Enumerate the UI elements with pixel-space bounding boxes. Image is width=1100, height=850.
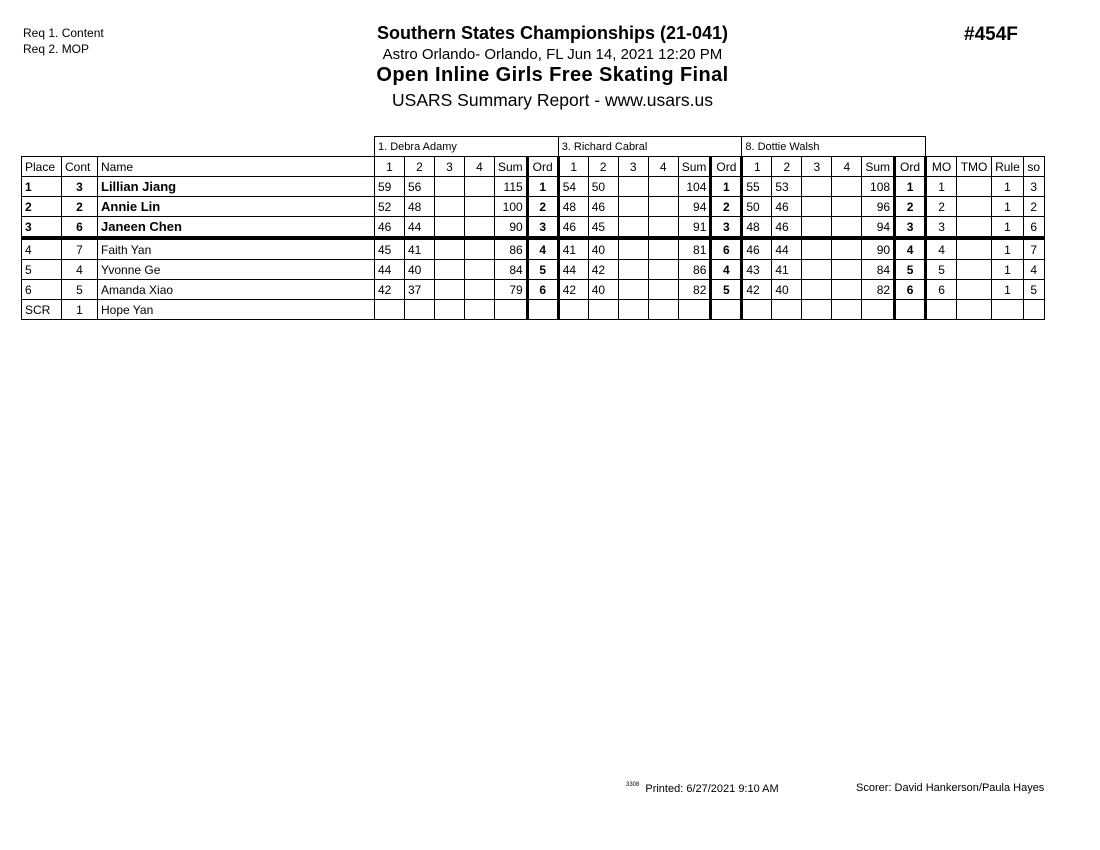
j3-sum-cell: 104	[678, 177, 711, 197]
table-row	[22, 260, 1045, 280]
j1-score-3-cell	[435, 177, 465, 197]
j8-score-2-cell: 40	[772, 280, 802, 300]
j8-sum-cell: 96	[862, 197, 895, 217]
j8-sum-cell: 94	[862, 217, 895, 239]
cont-cell: 7	[62, 238, 98, 260]
j3-ord-cell	[711, 300, 742, 320]
j3-score-2-cell: 40	[588, 238, 618, 260]
col-j3-score-2: 2	[588, 157, 618, 177]
j3-sum-cell: 91	[678, 217, 711, 239]
j3-sum-cell: 94	[678, 197, 711, 217]
footer-mark: 3308	[626, 782, 640, 788]
j3-ord-cell: 6	[711, 238, 742, 260]
so-cell	[1023, 300, 1044, 320]
j3-score-1-cell: 44	[558, 260, 588, 280]
col-mo: MO	[926, 157, 957, 177]
j3-score-4-cell	[648, 197, 678, 217]
j1-ord-cell: 6	[527, 280, 558, 300]
place-cell: 1	[22, 177, 62, 197]
j1-score-4-cell	[465, 177, 495, 197]
rule-cell: 1	[992, 280, 1024, 300]
judge-8-name: 8. Dottie Walsh	[742, 137, 926, 157]
column-header-row	[22, 157, 1045, 177]
j3-score-1-cell: 46	[558, 217, 588, 239]
tmo-cell	[957, 260, 992, 280]
judge-1-name: 1. Debra Adamy	[375, 137, 559, 157]
j8-score-1-cell: 42	[742, 280, 772, 300]
j1-score-2-cell: 37	[405, 280, 435, 300]
event-code: #454F	[964, 24, 1018, 45]
rule-cell	[992, 300, 1024, 320]
name-cell: Annie Lin	[98, 197, 375, 217]
j1-score-3-cell	[435, 238, 465, 260]
j1-score-3-cell	[435, 280, 465, 300]
col-j1-score-4: 4	[465, 157, 495, 177]
j8-score-1-cell	[742, 300, 772, 320]
j1-score-3-cell	[435, 260, 465, 280]
j3-ord-cell: 5	[711, 280, 742, 300]
j1-score-1-cell: 59	[375, 177, 405, 197]
name-cell: Lillian Jiang	[98, 177, 375, 197]
j1-score-2-cell: 41	[405, 238, 435, 260]
tmo-cell	[957, 280, 992, 300]
j3-score-2-cell: 45	[588, 217, 618, 239]
mo-cell: 4	[926, 238, 957, 260]
j8-sum-cell: 84	[862, 260, 895, 280]
j1-ord-cell: 3	[527, 217, 558, 239]
j1-score-2-cell: 48	[405, 197, 435, 217]
j1-score-4-cell	[465, 260, 495, 280]
j8-score-4-cell	[832, 238, 862, 260]
j8-ord-cell: 3	[895, 217, 926, 239]
requirements-list	[23, 25, 104, 57]
j1-score-2-cell: 56	[405, 177, 435, 197]
j8-sum-cell: 90	[862, 238, 895, 260]
j1-score-4-cell	[465, 300, 495, 320]
j3-score-3-cell	[618, 217, 648, 239]
j3-score-3-cell	[618, 280, 648, 300]
j1-score-4-cell	[465, 280, 495, 300]
col-j8-ord: Ord	[895, 157, 926, 177]
cont-cell: 1	[62, 300, 98, 320]
j3-score-4-cell	[648, 217, 678, 239]
j1-score-3-cell	[435, 197, 465, 217]
col-place: Place	[22, 157, 62, 177]
j1-score-1-cell: 52	[375, 197, 405, 217]
event-title: Open Inline Girls Free Skating Final	[376, 64, 729, 86]
tmo-cell	[957, 197, 992, 217]
j8-sum-cell: 82	[862, 280, 895, 300]
j1-score-4-cell	[465, 238, 495, 260]
j8-score-2-cell: 46	[772, 217, 802, 239]
j8-score-2-cell: 46	[772, 197, 802, 217]
col-j8-score-2: 2	[772, 157, 802, 177]
printed-info	[626, 782, 779, 795]
j3-score-3-cell	[618, 260, 648, 280]
j3-score-3-cell	[618, 177, 648, 197]
col-name: Name	[98, 157, 375, 177]
j3-ord-cell: 1	[711, 177, 742, 197]
j1-ord-cell	[527, 300, 558, 320]
j1-ord-cell: 5	[527, 260, 558, 280]
location-date: Astro Orlando- Orlando, FL Jun 14, 2021 12:20 PM	[382, 46, 723, 63]
cont-cell: 3	[62, 177, 98, 197]
j3-score-1-cell	[558, 300, 588, 320]
col-cont: Cont	[62, 157, 98, 177]
so-cell: 5	[1023, 280, 1044, 300]
place-cell: 3	[22, 217, 62, 239]
j3-score-2-cell: 50	[588, 177, 618, 197]
name-cell: Hope Yan	[98, 300, 375, 320]
name-cell: Faith Yan	[98, 238, 375, 260]
mo-cell	[926, 300, 957, 320]
j3-score-1-cell: 42	[558, 280, 588, 300]
j8-score-1-cell: 55	[742, 177, 772, 197]
col-j8-score-4: 4	[832, 157, 862, 177]
col-tmo: TMO	[957, 157, 992, 177]
col-j3-ord: Ord	[711, 157, 742, 177]
j8-score-4-cell	[832, 177, 862, 197]
col-rule: Rule	[992, 157, 1024, 177]
cont-cell: 4	[62, 260, 98, 280]
j1-score-1-cell: 45	[375, 238, 405, 260]
j8-score-2-cell: 53	[772, 177, 802, 197]
col-j3-score-1: 1	[558, 157, 588, 177]
scorer-info: Scorer: David Hankerson/Paula Hayes	[856, 782, 1045, 794]
table-row	[22, 177, 1045, 197]
j3-score-4-cell	[648, 260, 678, 280]
table-row	[22, 217, 1045, 239]
judge-3-name: 3. Richard Cabral	[558, 137, 742, 157]
so-cell: 6	[1023, 217, 1044, 239]
j3-score-4-cell	[648, 280, 678, 300]
j8-score-3-cell	[802, 197, 832, 217]
j3-score-2-cell: 42	[588, 260, 618, 280]
place-cell: 5	[22, 260, 62, 280]
j8-sum-cell	[862, 300, 895, 320]
place-cell: 4	[22, 238, 62, 260]
j3-score-1-cell: 41	[558, 238, 588, 260]
report-title: USARS Summary Report - www.usars.us	[392, 90, 713, 110]
j8-score-1-cell: 48	[742, 217, 772, 239]
tmo-cell	[957, 217, 992, 239]
j3-score-1-cell: 48	[558, 197, 588, 217]
j3-score-3-cell	[618, 238, 648, 260]
so-cell: 3	[1023, 177, 1044, 197]
rule-cell: 1	[992, 260, 1024, 280]
j1-score-1-cell	[375, 300, 405, 320]
col-j8-score-1: 1	[742, 157, 772, 177]
j3-score-4-cell	[648, 177, 678, 197]
j8-score-3-cell	[802, 238, 832, 260]
j3-sum-cell: 81	[678, 238, 711, 260]
table-row	[22, 197, 1045, 217]
competition-title: Southern States Championships (21-041)	[376, 23, 729, 43]
j1-ord-cell: 4	[527, 238, 558, 260]
j1-sum-cell: 115	[495, 177, 528, 197]
j1-sum-cell	[495, 300, 528, 320]
j1-score-2-cell: 40	[405, 260, 435, 280]
j3-ord-cell: 3	[711, 217, 742, 239]
col-j8-score-3: 3	[802, 157, 832, 177]
j8-ord-cell	[895, 300, 926, 320]
table-row	[22, 280, 1045, 300]
mo-cell: 6	[926, 280, 957, 300]
mo-cell: 5	[926, 260, 957, 280]
rule-cell: 1	[992, 217, 1024, 239]
j8-score-2-cell: 44	[772, 238, 802, 260]
j8-score-3-cell	[802, 217, 832, 239]
requirement-2: Req 2. MOP	[23, 42, 90, 56]
rule-cell: 1	[992, 197, 1024, 217]
j8-score-4-cell	[832, 197, 862, 217]
j8-score-3-cell	[802, 300, 832, 320]
col-so: so	[1023, 157, 1044, 177]
j1-score-1-cell: 44	[375, 260, 405, 280]
j1-sum-cell: 79	[495, 280, 528, 300]
rule-cell: 1	[992, 238, 1024, 260]
j8-ord-cell: 2	[895, 197, 926, 217]
j1-sum-cell: 86	[495, 238, 528, 260]
j3-score-1-cell: 54	[558, 177, 588, 197]
j8-score-2-cell: 41	[772, 260, 802, 280]
j1-score-2-cell: 44	[405, 217, 435, 239]
j3-score-3-cell	[618, 300, 648, 320]
col-j1-score-1: 1	[375, 157, 405, 177]
j8-score-4-cell	[832, 217, 862, 239]
j1-score-3-cell	[435, 217, 465, 239]
j1-score-4-cell	[465, 217, 495, 239]
j1-score-1-cell: 46	[375, 217, 405, 239]
j8-score-1-cell: 43	[742, 260, 772, 280]
col-j1-score-3: 3	[435, 157, 465, 177]
j8-ord-cell: 6	[895, 280, 926, 300]
j8-sum-cell: 108	[862, 177, 895, 197]
mo-cell: 1	[926, 177, 957, 197]
j3-score-2-cell: 40	[588, 280, 618, 300]
results-body	[22, 177, 1045, 320]
col-j8-sum: Sum	[862, 157, 895, 177]
j8-score-2-cell	[772, 300, 802, 320]
results-table	[21, 136, 1045, 320]
tmo-cell	[957, 177, 992, 197]
j1-score-2-cell	[405, 300, 435, 320]
judges-row	[22, 137, 1045, 157]
table-row	[22, 300, 1045, 320]
place-cell: SCR	[22, 300, 62, 320]
mo-cell: 2	[926, 197, 957, 217]
j8-score-1-cell: 50	[742, 197, 772, 217]
j1-sum-cell: 100	[495, 197, 528, 217]
j8-score-3-cell	[802, 177, 832, 197]
cont-cell: 6	[62, 217, 98, 239]
name-cell: Janeen Chen	[98, 217, 375, 239]
j1-score-4-cell	[465, 197, 495, 217]
cont-cell: 2	[62, 197, 98, 217]
j8-ord-cell: 4	[895, 238, 926, 260]
so-cell: 7	[1023, 238, 1044, 260]
j3-score-3-cell	[618, 197, 648, 217]
j1-sum-cell: 84	[495, 260, 528, 280]
j1-ord-cell: 2	[527, 197, 558, 217]
j1-score-3-cell	[435, 300, 465, 320]
j3-sum-cell	[678, 300, 711, 320]
name-cell: Amanda Xiao	[98, 280, 375, 300]
place-cell: 2	[22, 197, 62, 217]
j3-ord-cell: 4	[711, 260, 742, 280]
j8-score-4-cell	[832, 280, 862, 300]
j8-score-3-cell	[802, 280, 832, 300]
j3-sum-cell: 86	[678, 260, 711, 280]
printed-date: Printed: 6/27/2021 9:10 AM	[645, 783, 779, 795]
j8-score-4-cell	[832, 260, 862, 280]
col-j1-ord: Ord	[527, 157, 558, 177]
j1-ord-cell: 1	[527, 177, 558, 197]
tmo-cell	[957, 300, 992, 320]
j1-score-1-cell: 42	[375, 280, 405, 300]
so-cell: 4	[1023, 260, 1044, 280]
j3-score-4-cell	[648, 238, 678, 260]
col-j1-sum: Sum	[495, 157, 528, 177]
j8-score-3-cell	[802, 260, 832, 280]
so-cell: 2	[1023, 197, 1044, 217]
j8-ord-cell: 1	[895, 177, 926, 197]
j8-score-1-cell: 46	[742, 238, 772, 260]
cont-cell: 5	[62, 280, 98, 300]
table-row	[22, 238, 1045, 260]
j3-sum-cell: 82	[678, 280, 711, 300]
j3-score-2-cell: 46	[588, 197, 618, 217]
j8-score-4-cell	[832, 300, 862, 320]
j3-score-2-cell	[588, 300, 618, 320]
col-j3-score-4: 4	[648, 157, 678, 177]
j1-sum-cell: 90	[495, 217, 528, 239]
mo-cell: 3	[926, 217, 957, 239]
col-j3-sum: Sum	[678, 157, 711, 177]
col-j1-score-2: 2	[405, 157, 435, 177]
col-j3-score-3: 3	[618, 157, 648, 177]
rule-cell: 1	[992, 177, 1024, 197]
name-cell: Yvonne Ge	[98, 260, 375, 280]
j3-score-4-cell	[648, 300, 678, 320]
j8-ord-cell: 5	[895, 260, 926, 280]
tmo-cell	[957, 238, 992, 260]
j3-ord-cell: 2	[711, 197, 742, 217]
requirement-1: Req 1. Content	[23, 26, 104, 40]
place-cell: 6	[22, 280, 62, 300]
